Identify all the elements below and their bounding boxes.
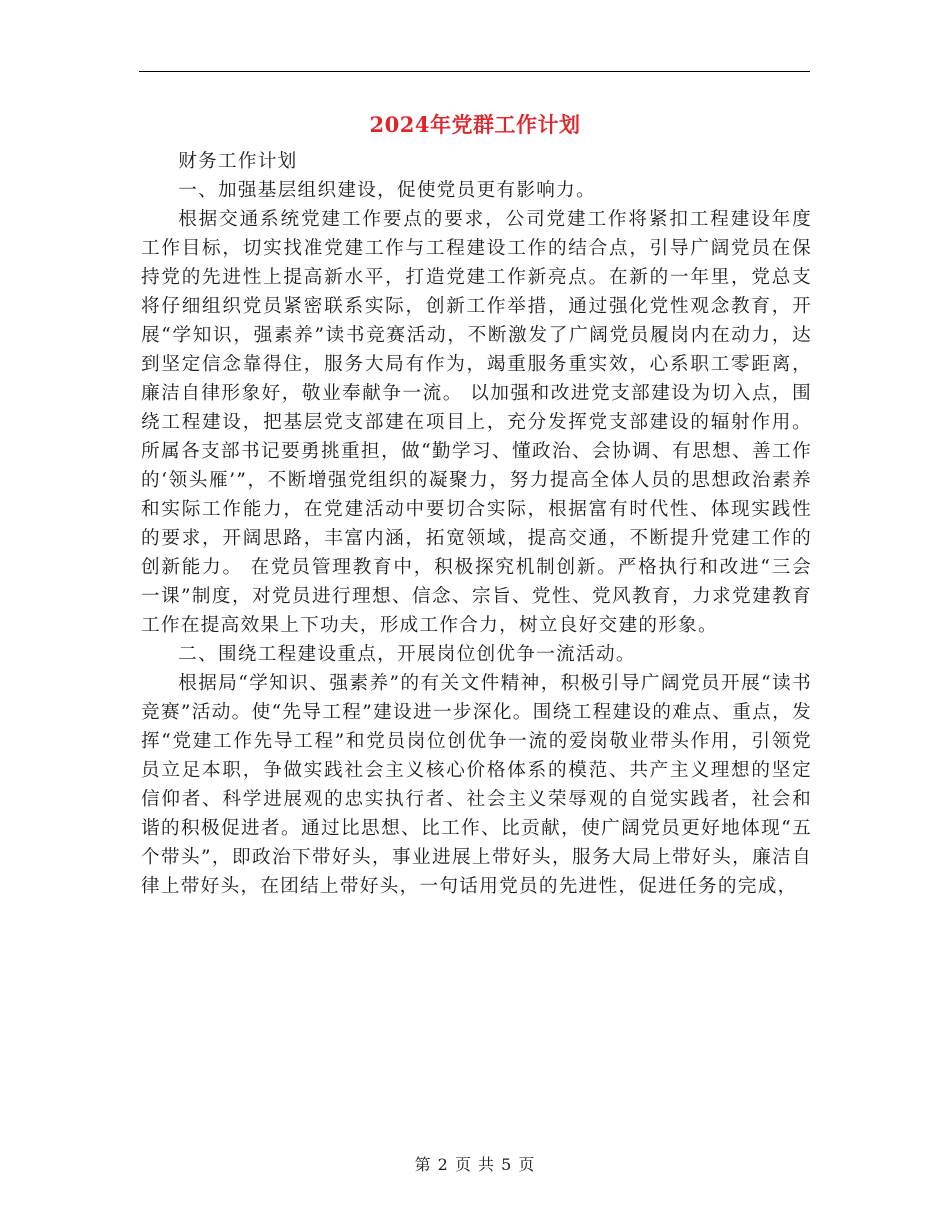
document-body [141, 147, 812, 901]
page-footer [0, 1154, 950, 1176]
header-rule [139, 71, 810, 72]
paragraph-finance-plan: 财务工作计划 [178, 151, 298, 172]
paragraph-section-1: 根据交通系统党建工作要点的要求，公司党建工作将紧扣工程建设年度工作目标，切实找准党建工作与工程建设工作的结合点，引导广阔党员在保持党的先进性上提高新水平，打造党建工作新亮点。在新的一年里，党总支将仔细组织党员紧密联系实际，创新工作举措，通过强化党性观念教育，开展“学知识，强素养”读书竞赛活动，不断激发了广阔党员履岗内在动力，达到坚定信念靠得住，服务大局有作为，竭重服务重实效，心系职工零距离，廉洁自律形象好，敬业奉献争一流。 以加强和改进党支部建设为切入点，围绕工程建设，把基层党支部建在项目上，充分发挥党支部建设的辐射作用。所属各支部书记要勇挑重担，做“勤学习、懂政治、会协调、有思想、善工作的‘领头雁’”，不断增强党组织的凝聚力，努力提高全体人员的思想政治素养和实际工作能力，在党建活动中要切合实际，根据富有时代性、体现实践性的要求，开阔思路，丰富内涵，拓宽领域，提高交通，不断提升党建工作的创新能力。 在党员管理教育中，积极探究机制创新。严格执行和改进“三会一课”制度，对党员进行理想、信念、宗旨、党性、党风教育，力求党建教育工作在提高效果上下功夫，形成工作合力，树立良好交建的形象。 [141, 209, 812, 636]
paragraph-section-2: 根据局“学知识、强素养”的有关文件精神，积极引导广阔党员开展“读书竞赛”活动。使“先导工程”建设进一步深化。围绕工程建设的难点、重点，发挥“党建工作先导工程”和党员岗位创优争一流的爱岗敬业带头作用，引领党员立足本职，争做实践社会主义核心价格体系的模范、共产主义理想的坚定信仰者、科学进展观的忠实执行者、社会主义荣辱观的自觉实践者，社会和谐的积极促进者。通过比思想、比工作、比贡献，使广阔党员更好地体现“五个带头”，即政治下带好头，事业进展上带好头，服务大局上带好头，廉洁自律上带好头，在团结上带好头，一句话用党员的先进性，促进任务的完成， [141, 673, 812, 897]
section-heading-2: 二、围绕工程建设重点，开展岗位创优争一流活动。 [178, 644, 636, 665]
document-title: 2024年党群工作计划 [369, 112, 581, 137]
section-heading-1: 一、加强基层组织建设，促使党员更有影响力。 [178, 180, 596, 201]
page-number-label: 第 2 页 共 5 页 [414, 1155, 536, 1174]
